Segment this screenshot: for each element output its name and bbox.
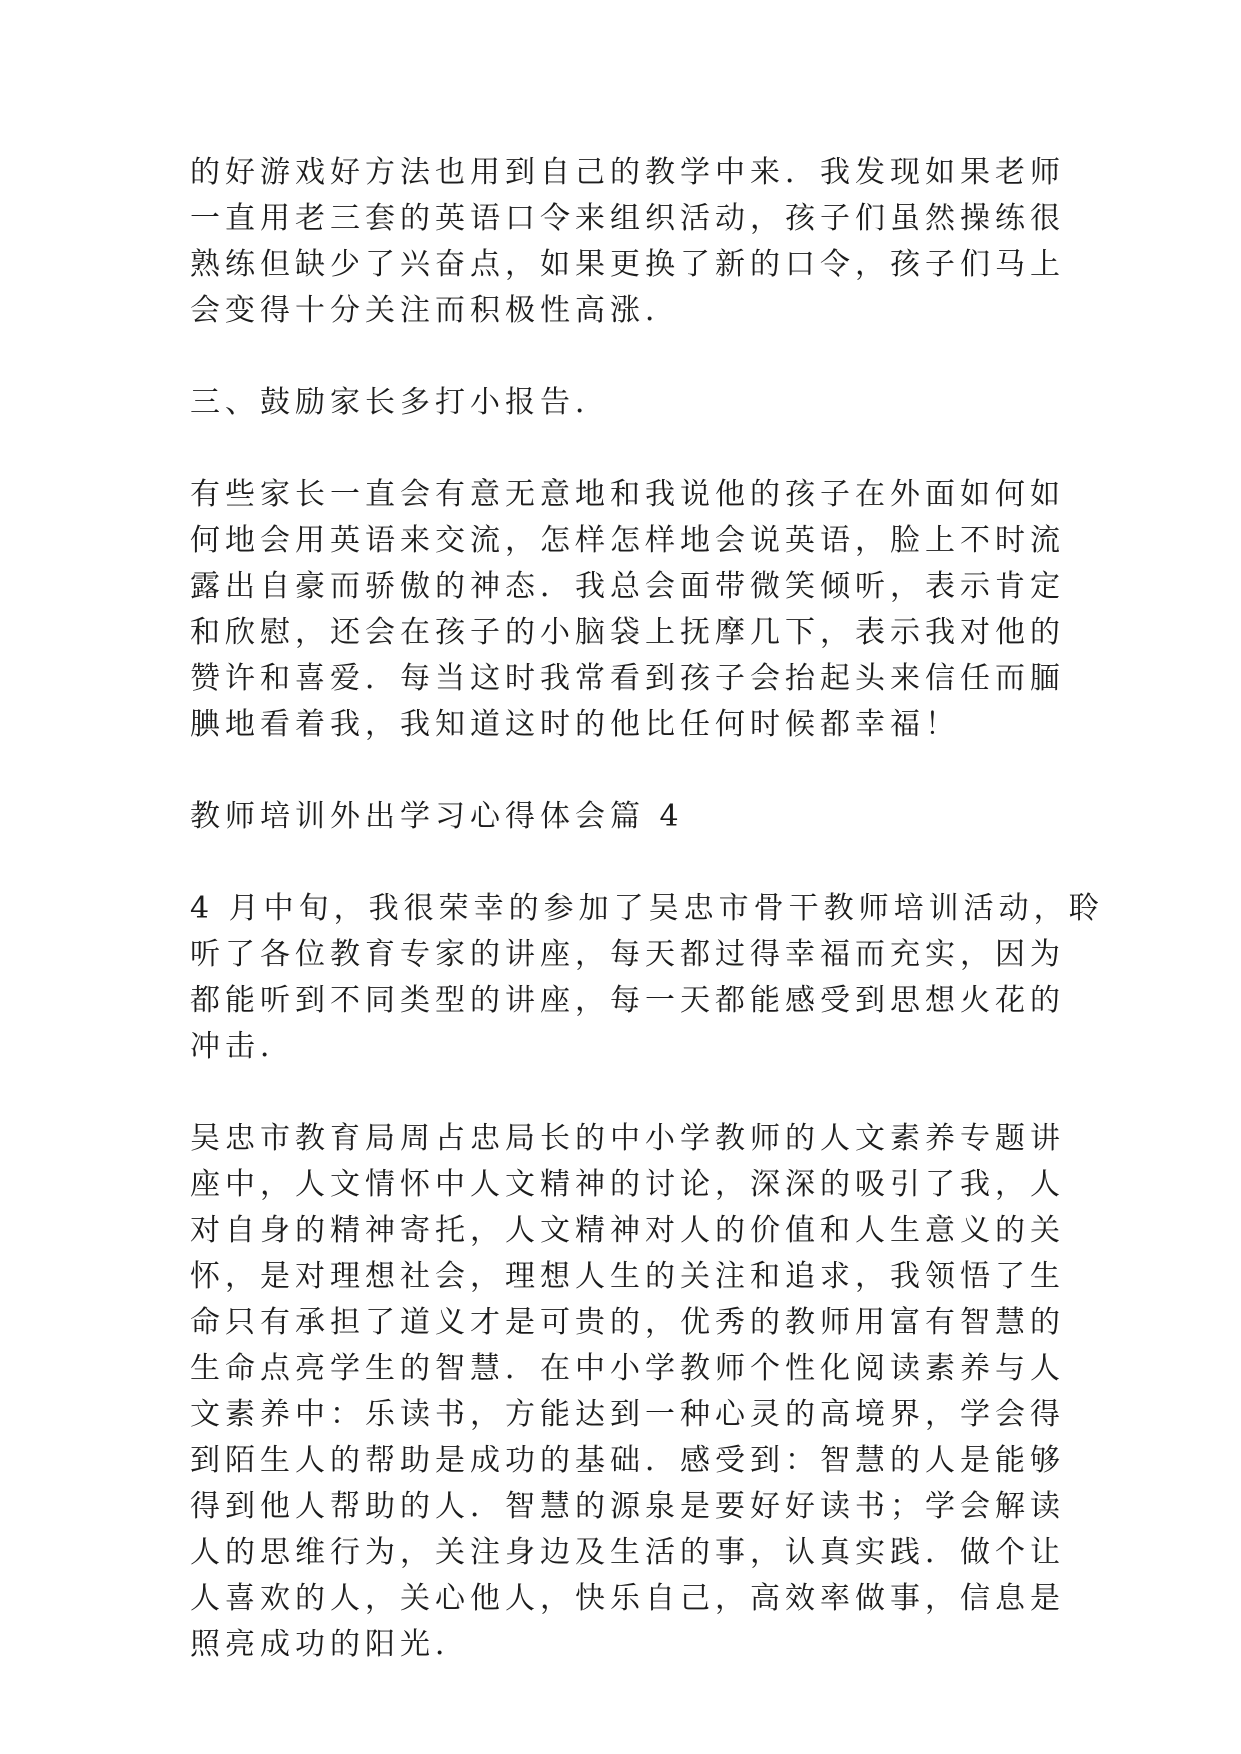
- text-line: 到陌生人的帮助是成功的基础．感受到：智慧的人是能够: [190, 1443, 1065, 1478]
- heading-line: 三、鼓励家长多打小报告．: [190, 385, 610, 420]
- paragraph-parents: [190, 472, 1070, 748]
- text-line: 得到他人帮助的人．智慧的源泉是要好好读书；学会解读: [190, 1489, 1065, 1524]
- paragraph-humanities-lecture: [190, 1116, 1070, 1668]
- text-line: 何地会用英语来交流，怎样怎样地会说英语，脸上不时流: [190, 523, 1065, 558]
- text-line: 熟练但缺少了兴奋点，如果更换了新的口令，孩子们马上: [190, 247, 1065, 282]
- text-line: 会变得十分关注而积极性高涨．: [190, 293, 680, 328]
- text-line: 露出自豪而骄傲的神态．我总会面带微笑倾听，表示肯定: [190, 569, 1065, 604]
- text-line: 生命点亮学生的智慧．在中小学教师个性化阅读素养与人: [190, 1351, 1065, 1386]
- text-line: 有些家长一直会有意无意地和我说他的孩子在外面如何如: [190, 477, 1065, 512]
- text-line: 吴忠市教育局周占忠局长的中小学教师的人文素养专题讲: [190, 1121, 1065, 1156]
- text-line: 一直用老三套的英语口令来组织活动，孩子们虽然操练很: [190, 201, 1065, 236]
- paragraph-spacer: [190, 334, 1070, 380]
- paragraph-spacer: [190, 426, 1070, 472]
- paragraph-training-intro: [190, 886, 1104, 1070]
- paragraph-spacer: [190, 1070, 1070, 1116]
- text-line: 听了各位教育专家的讲座，每天都过得幸福而充实，因为: [190, 937, 1065, 972]
- text-line: 赞许和喜爱．每当这时我常看到孩子会抬起头来信任而腼: [190, 661, 1065, 696]
- text-line: 照亮成功的阳光．: [190, 1627, 470, 1662]
- paragraph-spacer: [190, 748, 1070, 794]
- title-line: 教师培训外出学习心得体会篇 4: [190, 799, 684, 834]
- text-line: 人的思维行为，关注身边及生活的事，认真实践．做个让: [190, 1535, 1065, 1570]
- text-line: 文素养中：乐读书，方能达到一种心灵的高境界，学会得: [190, 1397, 1065, 1432]
- text-line: 对自身的精神寄托，人文精神对人的价值和人生意义的关: [190, 1213, 1065, 1248]
- text-line: 座中，人文情怀中人文精神的讨论，深深的吸引了我，人: [190, 1167, 1065, 1202]
- text-line: 命只有承担了道义才是可贵的，优秀的教师用富有智慧的: [190, 1305, 1065, 1340]
- text-line: 4 月中旬，我很荣幸的参加了吴忠市骨干教师培训活动，聆: [190, 891, 1104, 926]
- section-heading-three: [190, 380, 1070, 426]
- text-line: 怀，是对理想社会，理想人生的关注和追求，我领悟了生: [190, 1259, 1065, 1294]
- text-line: 人喜欢的人，关心他人，快乐自己，高效率做事，信息是: [190, 1581, 1065, 1616]
- text-line: 都能听到不同类型的讲座，每一天都能感受到思想火花的: [190, 983, 1065, 1018]
- article-title-part4: [190, 794, 1070, 840]
- text-line: 冲击．: [190, 1029, 295, 1064]
- paragraph-teaching-games: [190, 150, 1070, 334]
- document-body: [190, 150, 1104, 1668]
- text-line: 腆地看着我，我知道这时的他比任何时候都幸福！: [190, 707, 960, 742]
- paragraph-spacer: [190, 840, 1070, 886]
- text-line: 和欣慰，还会在孩子的小脑袋上抚摩几下，表示我对他的: [190, 615, 1065, 650]
- text-line: 的好游戏好方法也用到自己的教学中来．我发现如果老师: [190, 155, 1065, 190]
